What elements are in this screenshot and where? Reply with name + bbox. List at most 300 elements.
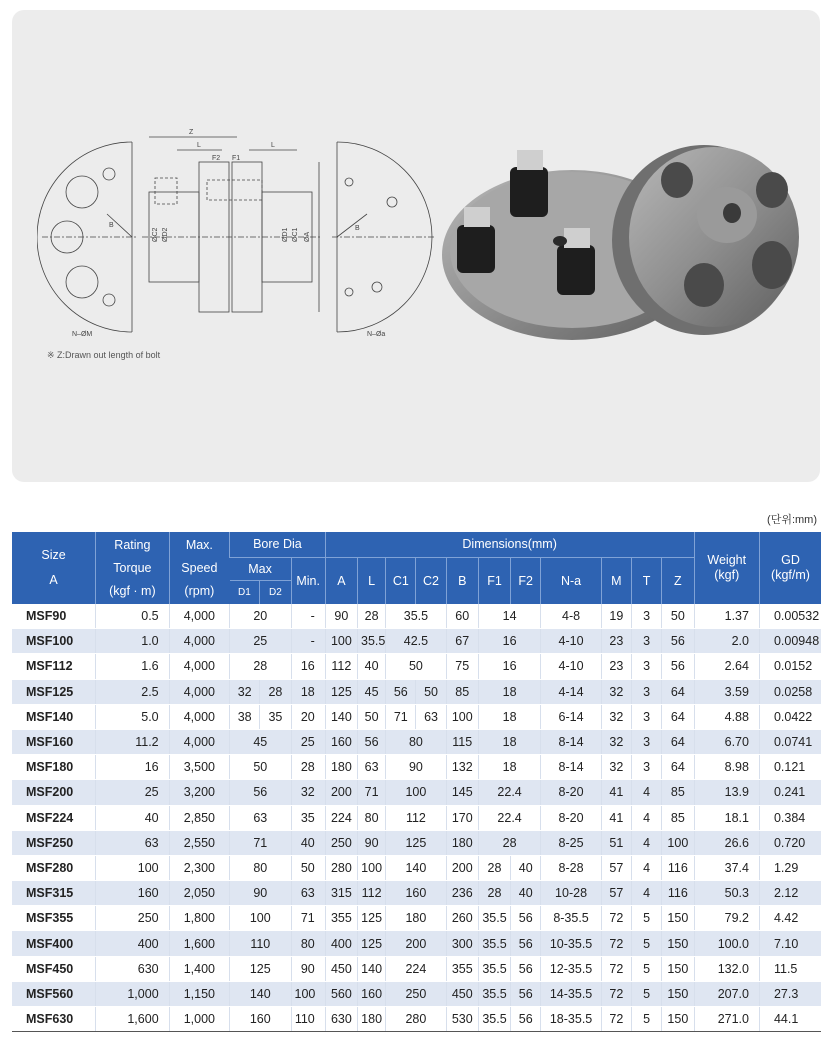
cell-f2: 56 [511,1007,541,1032]
cell-na: 10-28 [541,881,601,906]
cell-na: 8-25 [541,830,601,855]
cell-weight: 132.0 [694,956,759,981]
cell-l: 160 [358,981,386,1006]
cell-c: 42.5 [386,629,446,654]
cell-l: 56 [358,729,386,754]
cell-speed: 1,800 [169,906,229,931]
col-z: Z [662,558,694,605]
col-a: A [325,558,357,605]
cell-torque: 100 [96,855,170,880]
cell-speed: 3,500 [169,755,229,780]
cell-f: 14 [478,604,540,629]
cell-speed: 2,050 [169,881,229,906]
cell-d1: 32 [230,679,260,704]
cell-speed: 4,000 [169,629,229,654]
cell-m: 23 [601,654,631,679]
cell-f: 22.4 [478,780,540,805]
cell-weight: 2.0 [694,629,759,654]
cell-c: 100 [386,780,446,805]
cell-z: 64 [662,704,694,729]
cell-a: 355 [325,906,357,931]
cell-a: 280 [325,855,357,880]
cell-weight: 13.9 [694,780,759,805]
cell-t: 5 [631,956,661,981]
cell-torque: 40 [96,805,170,830]
cell-f1: 35.5 [478,906,510,931]
cell-l: 63 [358,755,386,780]
cell-bore-max: 56 [230,780,291,805]
cell-speed: 4,000 [169,729,229,754]
cell-bore-max: 90 [230,881,291,906]
table-body [12,604,821,1032]
cell-na: 4-8 [541,604,601,629]
cell-b: 115 [446,729,478,754]
cell-weight: 8.98 [694,755,759,780]
cell-l: 90 [358,830,386,855]
cell-bore-max: 80 [230,855,291,880]
cell-z: 85 [662,780,694,805]
cell-speed: 1,600 [169,931,229,956]
cell-torque: 63 [96,830,170,855]
cell-gd: 27.3 [759,981,821,1006]
cell-z: 56 [662,629,694,654]
cell-torque: 1,600 [96,1007,170,1032]
cell-torque: 16 [96,755,170,780]
cell-l: 100 [358,855,386,880]
cell-bore-max: 100 [230,906,291,931]
cell-speed: 2,550 [169,830,229,855]
col-f1: F1 [478,558,510,605]
cell-c: 180 [386,906,446,931]
cell-b: 170 [446,805,478,830]
cell-weight: 271.0 [694,1007,759,1032]
cell-a: 140 [325,704,357,729]
table-row [12,780,821,805]
cell-size: MSF112 [12,654,96,679]
cell-c: 125 [386,830,446,855]
cell-z: 116 [662,855,694,880]
cell-gd: 0.241 [759,780,821,805]
label-f2: F2 [212,155,221,162]
unit-label: (단위:mm) [767,514,817,526]
cell-b: 145 [446,780,478,805]
cell-bore-min: 28 [291,755,325,780]
table-row [12,906,821,931]
cell-l: 180 [358,1007,386,1032]
col-t: T [631,558,661,605]
cell-t: 3 [631,729,661,754]
cell-weight: 3.59 [694,679,759,704]
cell-b: 67 [446,629,478,654]
cell-na: 8-14 [541,729,601,754]
cell-bore-max: 160 [230,1007,291,1032]
cell-torque: 630 [96,956,170,981]
cell-weight: 2.64 [694,654,759,679]
col-torque-rating: Rating [114,537,151,552]
col-torque-label: Torque [113,560,152,575]
cell-speed: 3,200 [169,780,229,805]
col-f2: F2 [511,558,541,605]
cell-gd: 1.29 [759,855,821,880]
cell-m: 32 [601,729,631,754]
cell-a: 560 [325,981,357,1006]
table-row [12,956,821,981]
cell-f1: 35.5 [478,1007,510,1032]
cell-m: 23 [601,629,631,654]
col-speed-label: Speed [181,560,218,575]
cell-f2: 56 [511,956,541,981]
cell-size: MSF450 [12,956,96,981]
cell-z: 64 [662,755,694,780]
col-weight-label: Weight [707,553,747,567]
cell-na: 6-14 [541,704,601,729]
cell-b: 60 [446,604,478,629]
cell-torque: 0.5 [96,604,170,629]
label-c2: ØC2 [152,227,159,242]
col-d2: D2 [260,581,291,605]
cell-l: 40 [358,654,386,679]
cell-a: 100 [325,629,357,654]
cell-size: MSF90 [12,604,96,629]
cell-c: 160 [386,881,446,906]
cell-z: 85 [662,805,694,830]
cell-na: 4-10 [541,654,601,679]
cell-a: 125 [325,679,357,704]
cell-torque: 11.2 [96,729,170,754]
cell-torque: 160 [96,881,170,906]
col-size-label: Size [41,548,66,562]
coupling-technical-drawing [37,122,437,382]
cell-t: 4 [631,830,661,855]
cell-f: 16 [478,654,540,679]
cell-gd: 0.121 [759,755,821,780]
cell-speed: 1,150 [169,981,229,1006]
cell-b: 85 [446,679,478,704]
cell-gd: 0.0741 [759,729,821,754]
cell-a: 315 [325,881,357,906]
cell-c: 112 [386,805,446,830]
cell-na: 8-35.5 [541,906,601,931]
cell-z: 150 [662,906,694,931]
cell-gd: 0.00532 [759,604,821,629]
cell-l: 112 [358,881,386,906]
table-row [12,1007,821,1032]
cell-size: MSF400 [12,931,96,956]
cell-t: 3 [631,604,661,629]
col-c1: C1 [386,558,416,605]
table-row [12,679,821,704]
cell-na: 12-35.5 [541,956,601,981]
cell-weight: 6.70 [694,729,759,754]
cell-na: 4-10 [541,629,601,654]
cell-na: 18-35.5 [541,1007,601,1032]
cell-bore-min: 90 [291,956,325,981]
cell-t: 3 [631,679,661,704]
table-row [12,830,821,855]
cell-l: 28 [358,604,386,629]
cell-bore-min: 32 [291,780,325,805]
cell-l: 125 [358,906,386,931]
figure-note: ※ Z:Drawn out length of bolt [47,350,161,360]
cell-z: 150 [662,1007,694,1032]
col-na: N-a [541,558,601,605]
col-gd-label: GD [781,553,800,567]
cell-speed: 4,000 [169,654,229,679]
cell-c: 224 [386,956,446,981]
col-bore-max: Max [230,558,291,581]
cell-gd: 0.0422 [759,704,821,729]
cell-gd: 0.00948 [759,629,821,654]
table-row [12,629,821,654]
cell-f1: 35.5 [478,956,510,981]
right-end-view [332,142,435,338]
cell-z: 116 [662,881,694,906]
side-section [142,129,322,312]
cell-m: 72 [601,981,631,1006]
cell-l: 35.5 [358,629,386,654]
cell-a: 90 [325,604,357,629]
cell-f2: 40 [511,881,541,906]
cell-speed: 2,300 [169,855,229,880]
cell-bore-min: 20 [291,704,325,729]
cell-weight: 100.0 [694,931,759,956]
cell-c: 140 [386,855,446,880]
cell-speed: 1,400 [169,956,229,981]
label-b-right: B [355,225,360,232]
cell-f: 18 [478,679,540,704]
label-b-left: B [109,222,114,229]
cell-f: 22.4 [478,805,540,830]
cell-weight: 18.1 [694,805,759,830]
cell-speed: 4,000 [169,679,229,704]
col-l: L [358,558,386,605]
col-d1: D1 [230,581,260,605]
cell-gd: 44.1 [759,1007,821,1032]
cell-z: 64 [662,729,694,754]
cell-b: 132 [446,755,478,780]
cell-weight: 1.37 [694,604,759,629]
cell-na: 8-20 [541,780,601,805]
cell-a: 250 [325,830,357,855]
col-size [12,532,96,604]
cell-bore-max: 63 [230,805,291,830]
cell-torque: 1,000 [96,981,170,1006]
cell-m: 32 [601,679,631,704]
cell-t: 5 [631,1007,661,1032]
cell-bore-max: 140 [230,981,291,1006]
cell-b: 180 [446,830,478,855]
table-row [12,654,821,679]
cell-weight: 37.4 [694,855,759,880]
cell-z: 150 [662,981,694,1006]
cell-t: 5 [631,906,661,931]
cell-b: 300 [446,931,478,956]
cell-bore-max: 20 [230,604,291,629]
cell-size: MSF355 [12,906,96,931]
cell-m: 72 [601,1007,631,1032]
cell-gd: 2.12 [759,881,821,906]
cell-size: MSF125 [12,679,96,704]
cell-t: 4 [631,805,661,830]
cell-gd: 0.0152 [759,654,821,679]
cell-z: 56 [662,654,694,679]
cell-size: MSF224 [12,805,96,830]
specification-table [12,532,821,1032]
cell-m: 32 [601,704,631,729]
cell-speed: 1,000 [169,1007,229,1032]
cell-f: 18 [478,704,540,729]
cell-a: 180 [325,755,357,780]
cell-m: 72 [601,906,631,931]
label-d1: ØD1 [282,227,289,242]
cell-size: MSF100 [12,629,96,654]
cell-gd: 0.384 [759,805,821,830]
cell-c2: 50 [416,679,446,704]
cell-weight: 26.6 [694,830,759,855]
cell-torque: 250 [96,906,170,931]
cell-bore-min: - [291,604,325,629]
cell-l: 80 [358,805,386,830]
col-bore-dia: Bore Dia [230,532,326,558]
cell-torque: 1.6 [96,654,170,679]
cell-na: 4-14 [541,679,601,704]
cell-bore-max: 110 [230,931,291,956]
cell-f: 18 [478,755,540,780]
cell-a: 160 [325,729,357,754]
cell-size: MSF160 [12,729,96,754]
cell-t: 3 [631,654,661,679]
cell-t: 3 [631,755,661,780]
cell-d2: 28 [260,679,291,704]
cell-b: 100 [446,704,478,729]
cell-na: 8-28 [541,855,601,880]
col-speed-unit: (rpm) [184,583,215,598]
cell-size: MSF315 [12,881,96,906]
cell-a: 400 [325,931,357,956]
cell-t: 4 [631,881,661,906]
cell-l: 50 [358,704,386,729]
col-speed [169,532,229,604]
cell-f1: 28 [478,881,510,906]
col-dimensions: Dimensions(mm) [325,532,694,558]
cell-c: 35.5 [386,604,446,629]
cell-c: 80 [386,729,446,754]
cell-size: MSF560 [12,981,96,1006]
cell-na: 14-35.5 [541,981,601,1006]
cell-size: MSF180 [12,755,96,780]
cell-c: 250 [386,981,446,1006]
cell-c2: 63 [416,704,446,729]
cell-torque: 400 [96,931,170,956]
cell-a: 112 [325,654,357,679]
label-c1: ØC1 [292,227,299,242]
cell-na: 10-35.5 [541,931,601,956]
cell-speed: 4,000 [169,704,229,729]
col-c2: C2 [416,558,446,605]
cell-t: 4 [631,780,661,805]
table-row [12,931,821,956]
table-row [12,881,821,906]
cell-bore-min: 100 [291,981,325,1006]
cell-f2: 56 [511,981,541,1006]
cell-c1: 56 [386,679,416,704]
cell-gd: 0.0258 [759,679,821,704]
cell-size: MSF140 [12,704,96,729]
col-weight-unit: (kgf) [714,568,740,582]
cell-b: 530 [446,1007,478,1032]
cell-bore-min: - [291,629,325,654]
cell-weight: 207.0 [694,981,759,1006]
cell-torque: 1.0 [96,629,170,654]
cell-m: 72 [601,931,631,956]
cell-size: MSF630 [12,1007,96,1032]
cell-f: 18 [478,729,540,754]
cell-b: 75 [446,654,478,679]
cell-m: 57 [601,881,631,906]
cell-c: 200 [386,931,446,956]
cell-bore-min: 25 [291,729,325,754]
table-row [12,755,821,780]
cell-m: 41 [601,780,631,805]
cell-b: 450 [446,981,478,1006]
table-row [12,981,821,1006]
cell-a: 200 [325,780,357,805]
cell-m: 72 [601,956,631,981]
col-torque-unit: (kgf · m) [109,583,156,598]
cell-c: 50 [386,654,446,679]
left-end-view [37,142,137,338]
cell-bore-min: 40 [291,830,325,855]
cell-speed: 2,850 [169,805,229,830]
label-na: N–Øa [367,331,386,338]
coupling-product-photo [442,145,821,375]
cell-b: 260 [446,906,478,931]
cell-gd: 11.5 [759,956,821,981]
col-m: M [601,558,631,605]
cell-gd: 7.10 [759,931,821,956]
cell-size: MSF250 [12,830,96,855]
cell-na: 8-20 [541,805,601,830]
table-row [12,805,821,830]
cell-size: MSF280 [12,855,96,880]
cell-bore-max: 125 [230,956,291,981]
col-speed-max: Max. [185,537,213,552]
cell-weight: 50.3 [694,881,759,906]
label-a: ØA [304,231,311,242]
cell-f2: 40 [511,855,541,880]
cell-c: 90 [386,755,446,780]
figure-panel [12,10,820,482]
cell-d2: 35 [260,704,291,729]
cell-b: 236 [446,881,478,906]
cell-a: 450 [325,956,357,981]
cell-t: 5 [631,931,661,956]
cell-bore-min: 18 [291,679,325,704]
cell-m: 57 [601,855,631,880]
cell-z: 64 [662,679,694,704]
table-row [12,855,821,880]
cell-bore-min: 16 [291,654,325,679]
cell-bore-max: 45 [230,729,291,754]
table-header [12,532,821,604]
cell-t: 4 [631,855,661,880]
cell-weight: 79.2 [694,906,759,931]
cell-a: 630 [325,1007,357,1032]
cell-t: 3 [631,629,661,654]
cell-speed: 4,000 [169,604,229,629]
table-row [12,604,821,629]
col-bore-min: Min. [291,558,325,605]
